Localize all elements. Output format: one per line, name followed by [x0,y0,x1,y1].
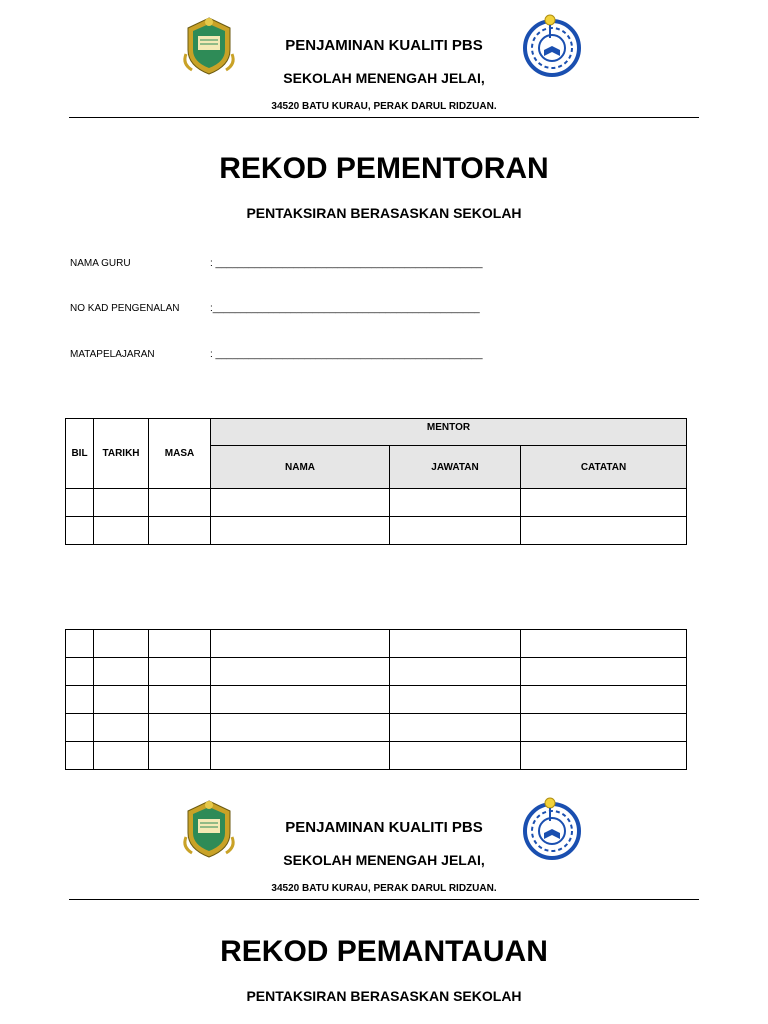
col-header-nama: NAMA [211,446,390,489]
table-cell[interactable] [66,742,94,770]
table-cell[interactable] [149,489,211,517]
school-crest-logo [180,14,238,76]
table-cell[interactable] [66,517,94,545]
header-address: 34520 BATU KURAU, PERAK DARUL RIDZUAN. [271,883,497,894]
table-cell[interactable] [390,658,521,686]
header-divider [69,117,699,118]
table-cell[interactable] [521,630,687,658]
table-row [66,517,687,545]
table-cell[interactable] [149,714,211,742]
table-row [66,686,687,714]
table-row [66,489,687,517]
header-title: PENJAMINAN KUALITI PBS [285,819,483,836]
table-cell[interactable] [94,686,149,714]
col-header-catatan: CATATAN [521,446,687,489]
field-label-nama-guru: NAMA GURU [70,258,131,269]
table-cell[interactable] [521,742,687,770]
table-cell[interactable] [149,686,211,714]
table-cell[interactable] [390,630,521,658]
table-cell[interactable] [521,489,687,517]
table-cell[interactable] [66,714,94,742]
school-crest-logo [180,797,238,859]
table-cell[interactable] [66,658,94,686]
col-header-mentor: MENTOR [211,419,687,446]
table-cell[interactable] [211,517,390,545]
table-cell[interactable] [521,517,687,545]
table-cell[interactable] [94,630,149,658]
col-header-tarikh: TARIKH [94,419,149,489]
header-school: SEKOLAH MENENGAH JELAI, [283,852,485,868]
table-row [66,742,687,770]
table-cell[interactable] [211,658,390,686]
table-cell[interactable] [66,686,94,714]
table-cell[interactable] [94,742,149,770]
table-cell[interactable] [66,489,94,517]
header-school: SEKOLAH MENENGAH JELAI, [283,70,485,86]
table-cell[interactable] [390,714,521,742]
field-label-no-kad: NO KAD PENGENALAN [70,303,180,314]
table-row [66,658,687,686]
table-cell[interactable] [211,742,390,770]
field-line-no-kad: :________________________________________________ [210,303,480,314]
table-cell[interactable] [390,742,521,770]
table-row [66,630,687,658]
header-address: 34520 BATU KURAU, PERAK DARUL RIDZUAN. [271,101,497,112]
table-cell[interactable] [66,630,94,658]
table-cell[interactable] [211,630,390,658]
table-cell[interactable] [521,714,687,742]
table-cell[interactable] [149,658,211,686]
table-cell[interactable] [94,714,149,742]
page-subtitle: PENTAKSIRAN BERASASKAN SEKOLAH [246,988,522,1004]
field-line-matapelajaran: : ________________________________________________ [210,349,483,360]
table-cell[interactable] [94,489,149,517]
ppd-logo [520,12,584,78]
table-cell[interactable] [521,658,687,686]
page-title: REKOD PEMANTAUAN [220,935,548,968]
col-header-masa: MASA [149,419,211,489]
page-title: REKOD PEMENTORAN [219,152,549,185]
table-cell[interactable] [521,686,687,714]
header-title: PENJAMINAN KUALITI PBS [285,37,483,54]
mentoring-table-continued [65,629,687,770]
col-header-jawatan: JAWATAN [390,446,521,489]
table-cell[interactable] [94,517,149,545]
table-cell[interactable] [211,686,390,714]
ppd-logo [520,795,584,861]
table-cell[interactable] [390,686,521,714]
field-label-matapelajaran: MATAPELAJARAN [70,349,155,360]
table-cell[interactable] [94,658,149,686]
header-divider [69,899,699,900]
table-cell[interactable] [211,714,390,742]
col-header-bil: BIL [66,419,94,489]
table-cell[interactable] [211,489,390,517]
page-subtitle: PENTAKSIRAN BERASASKAN SEKOLAH [246,205,522,221]
table-row [66,714,687,742]
table-cell[interactable] [149,630,211,658]
table-cell[interactable] [390,489,521,517]
field-line-nama-guru: : ________________________________________________ [210,258,483,269]
table-cell[interactable] [149,517,211,545]
table-cell[interactable] [149,742,211,770]
table-cell[interactable] [390,517,521,545]
mentoring-table [65,418,687,545]
